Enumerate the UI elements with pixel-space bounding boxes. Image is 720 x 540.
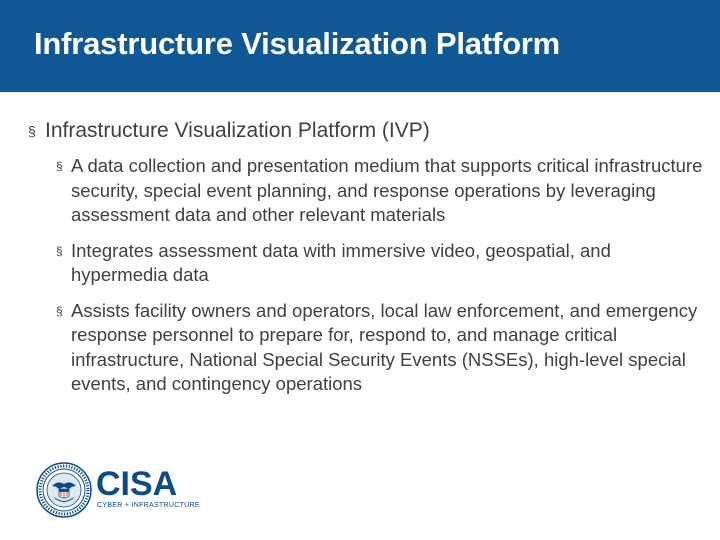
bullet-text: Infrastructure Visualization Platform (IVP)	[45, 119, 430, 142]
slide-title: Infrastructure Visualization Platform	[34, 26, 561, 61]
sub-bullet	[56, 299, 708, 397]
sub-bullet-list	[56, 154, 708, 397]
dhs-seal-icon	[36, 462, 92, 518]
sub-bullet-text: Assists facility owners and operators, local law enforcement, and emergency response personnel to prepare for, respond to, and manage critical infrastructure, National Special Security Events (NSSEs), high-level special events, and contingency operations	[71, 299, 698, 394]
title-bar	[0, 0, 720, 92]
cisa-logo	[36, 462, 200, 518]
sub-bullet	[56, 154, 708, 228]
sub-bullet-marker-icon: §	[56, 243, 63, 258]
sub-bullet	[56, 239, 708, 288]
sub-bullet-text: Integrates assessment data with immersive video, geospatial, and hypermedia data	[71, 239, 611, 285]
cisa-tagline: CYBER + INFRASTRUCTURE	[97, 502, 200, 509]
sub-bullet-text: A data collection and presentation medium that supports critical infrastructure security, special event planning, and response operations by leveraging assessment data and other relevant materials	[71, 155, 703, 225]
bullet-marker-icon: §	[28, 123, 36, 139]
bullet-level1	[28, 118, 708, 144]
sub-bullet-marker-icon: §	[56, 159, 63, 173]
cisa-wordmark: CISA	[96, 465, 178, 503]
sub-bullet-marker-icon: §	[56, 303, 63, 318]
slide-content	[28, 118, 708, 408]
